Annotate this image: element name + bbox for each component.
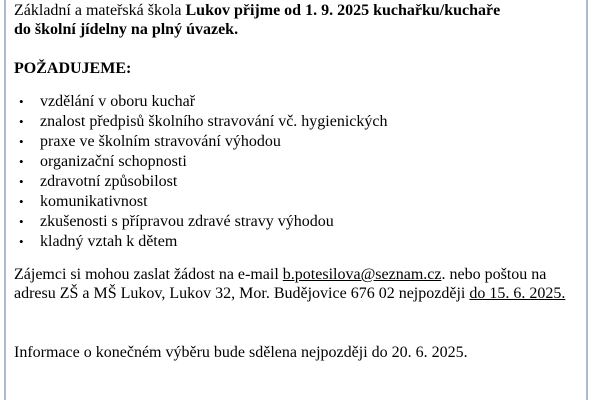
requirement-text: kladný vztah k dětem — [40, 233, 178, 250]
job-advert — [14, 1, 584, 361]
selection-info: Informace o konečném výběru bude sdělena nejpozději do 20. 6. 2025. — [14, 344, 468, 361]
intro-bold-line-2: do školní jídelny na plný úvazek. — [14, 21, 239, 38]
list-item — [14, 152, 554, 172]
list-item — [14, 132, 554, 152]
requirement-text: zkušenosti s přípravou zdravé stravy výhodou — [40, 213, 334, 230]
list-item — [14, 212, 554, 232]
list-item — [14, 192, 554, 212]
contact-text-2: . nebo poštou na adresu ZŠ a MŠ Lukov, Lukov 32, Mor. Budějovice 676 02 nejpozději — [14, 266, 547, 302]
bullet-icon: • — [19, 234, 24, 249]
requirements-heading: POŽADUJEME: — [14, 60, 132, 77]
requirement-text: zdravotní způsobilost — [40, 173, 178, 190]
requirement-text: vzdělání v oboru kuchař — [40, 93, 196, 110]
list-item — [14, 172, 554, 192]
intro-bold-line-1: Lukov přijme od 1. 9. 2025 kuchařku/kuchaře — [185, 2, 501, 19]
bullet-icon: • — [19, 214, 24, 229]
email-link[interactable]: b.potesilova@seznam.cz — [282, 266, 442, 283]
list-item — [14, 92, 554, 112]
contact-paragraph — [14, 265, 574, 303]
requirement-text: organizační schopnosti — [40, 153, 187, 170]
bullet-icon: • — [19, 154, 24, 169]
bullet-icon: • — [19, 94, 24, 109]
intro-prefix: Základní a mateřská škola — [14, 2, 186, 19]
deadline-text: do 15. 6. 2025. — [469, 285, 566, 302]
contact-text-1: Zájemci si mohou zaslat žádost na e-mail — [14, 266, 283, 283]
list-item — [14, 112, 554, 132]
bullet-icon: • — [19, 134, 24, 149]
requirements-list — [14, 92, 554, 252]
bullet-icon: • — [19, 194, 24, 209]
intro-paragraph — [14, 1, 584, 39]
bullet-icon: • — [19, 174, 24, 189]
requirement-text: praxe ve školním stravování výhodou — [40, 133, 281, 150]
list-item — [14, 232, 554, 252]
bullet-icon: • — [19, 114, 24, 129]
requirement-text: komunikativnost — [40, 193, 148, 210]
requirement-text: znalost předpisů školního stravování vč. hygienických — [40, 113, 388, 130]
